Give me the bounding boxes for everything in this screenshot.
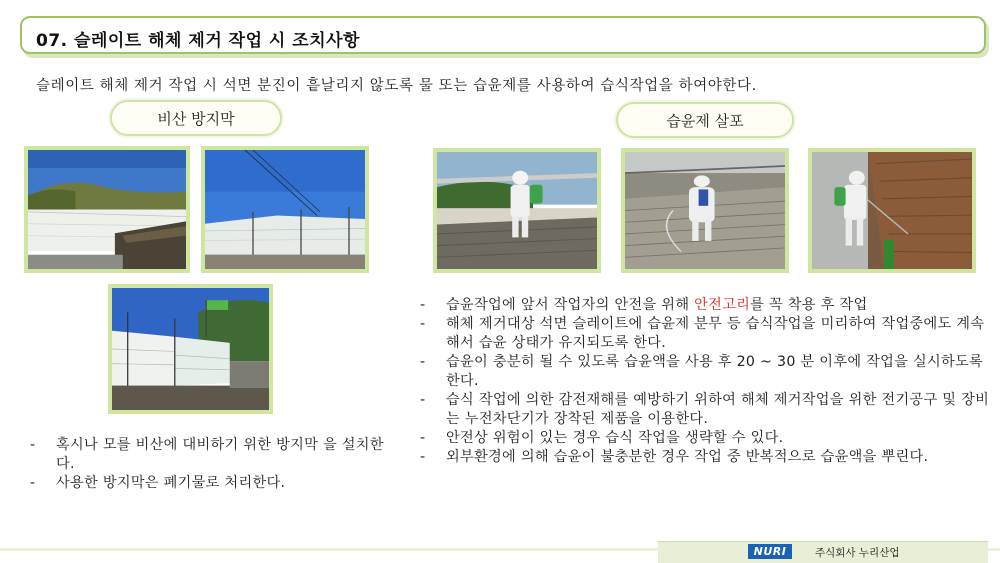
bullet-dash: - <box>420 449 426 465</box>
list-item-text: 를 꼭 착용 후 작업 <box>750 297 868 313</box>
list-item-text: 습윤작업에 앞서 작업자의 안전을 위해 <box>446 297 695 313</box>
photo-screen-wall <box>108 284 273 414</box>
intro-text: 슬레이트 해체 제거 작업 시 석면 분진이 흩날리지 않도록 물 또는 습윤제를 사용하여 습식작업을 하여야한다. <box>36 78 757 94</box>
wetting-spray-instructions <box>420 296 990 467</box>
list-item-text: 사용한 방지막은 폐기물로 처리한다. <box>56 475 286 491</box>
bullet-dash: - <box>30 437 36 453</box>
scatter-screen-instructions <box>30 436 400 493</box>
page-title: 07. 슬레이트 해체 제거 작업 시 조치사항 <box>36 31 360 51</box>
bullet-dash: - <box>420 297 426 313</box>
highlight-safety-hook: 안전고리 <box>694 297 751 313</box>
list-item <box>420 429 990 448</box>
photo-screen-sky <box>201 146 369 273</box>
list-item-text: 안전상 위험이 있는 경우 습식 작업을 생략할 수 있다. <box>446 430 784 446</box>
bullet-dash: - <box>420 430 426 446</box>
title-box <box>20 16 986 54</box>
bullet-dash: - <box>420 392 426 408</box>
list-item <box>420 296 990 315</box>
section-label-wetting-spray: 습윤제 살포 <box>616 102 794 138</box>
list-item <box>420 391 990 429</box>
photo-worker-spraying-3 <box>808 148 976 273</box>
bullet-dash: - <box>420 316 426 332</box>
bullet-dash: - <box>30 475 36 491</box>
list-item-text: 외부환경에 의해 습윤이 불충분한 경우 작업 중 반복적으로 습윤액을 뿌린다. <box>446 449 929 465</box>
photo-worker-spraying-1 <box>433 148 601 273</box>
list-item-text: 습식 작업에 의한 감전재해를 예방하기 위하여 해체 제거작업을 위한 전기공구 및 장비는 누전차단기가 장착된 제품을 이용한다. <box>446 392 990 427</box>
list-item-text: 혹시나 모를 비산에 대비하기 위한 방지막 을 설치한다. <box>56 437 384 472</box>
list-item <box>30 474 400 493</box>
list-item <box>30 436 400 474</box>
section-label-scatter-screen: 비산 방지막 <box>110 100 282 136</box>
bullet-dash: - <box>420 354 426 370</box>
list-item-text: 습윤이 충분히 될 수 있도록 습윤액을 사용 후 20 ~ 30 분 이후에 작업을 실시하도록 한다. <box>446 354 983 389</box>
photo-screen-slope <box>24 146 190 273</box>
company-name: 주식회사 누리산업 <box>815 547 900 559</box>
list-item <box>420 315 990 353</box>
list-item <box>420 448 990 467</box>
photo-worker-spraying-2 <box>621 148 789 273</box>
company-logo: NURI <box>748 544 792 559</box>
list-item <box>420 353 990 391</box>
list-item-text: 해체 제거대상 석면 슬레이트에 습윤제 분무 등 습식작업을 미리하여 작업중에도 계속해서 습윤 상태가 유지되도록 한다. <box>446 316 985 351</box>
